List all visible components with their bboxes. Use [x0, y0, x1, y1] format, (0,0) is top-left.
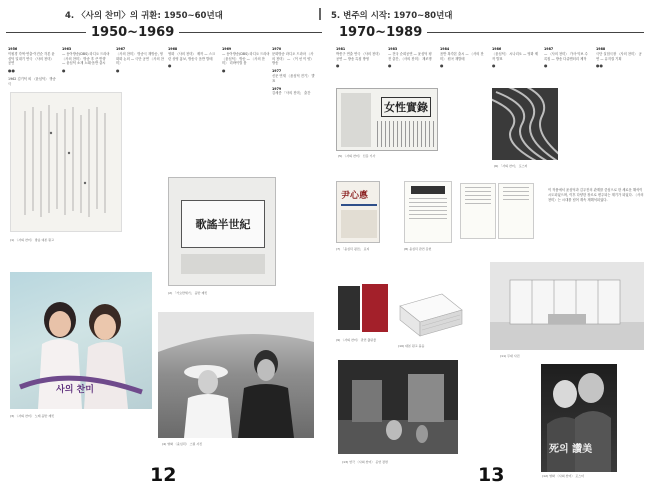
caption-wave: (6) 「사의 찬미」 포스터	[494, 164, 528, 168]
stage-photo	[490, 262, 644, 350]
book-cover-photo	[336, 181, 380, 243]
gutter-line	[319, 8, 321, 20]
caption-poster: (12) 영화 〈사의 찬미〉 포스터	[542, 474, 585, 478]
right-timeline-col-2: 1983 — 전국 순회공연 — 윤심덕 평전 출간, 〈사의 찬미〉 재조명 ●	[388, 47, 432, 69]
document-photo	[404, 181, 452, 243]
paper-stack-photo	[396, 290, 466, 340]
album-title-text: 사의 찬미	[56, 385, 94, 395]
caption-stage: (11) 무대 사진	[500, 354, 520, 358]
wave-svg	[492, 88, 558, 160]
caption-newspaper: (5) 〈사의 찬미〉 신문 기사	[338, 154, 376, 158]
newspaper-title: 女性實錄	[381, 97, 431, 117]
right-timeline-col-3: 1984 음반 복각본 출시 — 〈사의 찬미〉 원곡 재발매 ●	[440, 47, 484, 69]
left-page-number: 12	[150, 464, 177, 486]
caption-document: (8) 윤심덕 관련 문헌	[404, 247, 432, 251]
manuscript-svg	[11, 93, 122, 232]
left-era-bar	[6, 25, 322, 40]
left-timeline-col-2: 1963 — 동아방송(DBS) 라디오 드라마 〈사의 찬미〉 방송 후 큰 반향 — 윤심덕 소재 노래·음반 출시 ●	[62, 47, 110, 74]
caption-record: (2) 「가요반세기」 음반 재킷	[168, 291, 208, 295]
left-timeline-col-4: 1968 영화 〈사의 찬미〉 제작 — 스크린 상영 홍보, 방송극 음반 발매 ●	[168, 47, 215, 69]
stage-svg	[490, 262, 644, 350]
record-jacket-photo	[168, 177, 276, 286]
left-timeline-col-6: 1970 문화방송 라디오 드라마 〈사의 찬미〉 — 〈이 선 이 양〉 방송 1977 신문 연재 〈윤심덕 전기〉 발표 1979 김세종 「사의 찬미」 출간	[272, 47, 315, 96]
right-era-bar	[334, 25, 644, 40]
film-still-photo	[158, 312, 314, 438]
singers-album-photo	[10, 272, 152, 409]
stage-scene-svg	[338, 360, 458, 454]
left-timeline-col-5: 1969 — 동아방송(DBS) 라디오 드라마 〈윤심덕〉 방송 — 〈사의 찬미〉 리바이벌 붐 ●	[222, 47, 270, 74]
books-pair-photo	[336, 282, 390, 334]
left-era-range: 1950~1969	[86, 25, 179, 40]
left-timeline-col-1: 1956 이원경 각색·연출·이진순 각본 윤심덕 일대기 연극 〈사의 찬미〉 공연 ●● 1962 김기덕 외 〈윤심덕〉 방송극	[8, 47, 56, 86]
movie-poster-photo	[541, 364, 617, 472]
caption-stage-scene: (13) 연극 〈사의 찬미〉 공연 장면	[342, 460, 388, 464]
open-book-right-page	[498, 183, 534, 239]
caption-books-pair: (9) 〈사의 찬미〉 관련 출판물	[336, 338, 377, 342]
right-timeline-col-1: 1981 박종구 연출 연극 〈사의 찬미〉 공연 — 방송 특집 방영 ●	[336, 47, 382, 69]
right-timeline-col-5: 1987 — 〈사의 찬미〉 가사·악보 수록집 — 방송 다큐멘터리 제작 ●	[544, 47, 588, 69]
right-page-number: 13	[478, 464, 505, 486]
left-timeline-col-3: 1967 〈사의 찬미〉 방송극 재방송, 영화화 논의 — 극단 공연 〈사의 찬미〉 ●	[116, 47, 164, 74]
right-era-range: 1970~1989	[334, 25, 427, 40]
newspaper-photo	[336, 88, 438, 151]
caption-papers: (10) 대본 원고 묶음	[398, 344, 425, 348]
caption-manuscript: (1) 〈사의 찬미〉 방송 대본 원고	[10, 238, 54, 242]
film-svg	[158, 312, 314, 438]
poster-svg	[541, 364, 617, 472]
poster-title: 死의 讚美	[549, 444, 593, 455]
caption-book: (7) 「윤심덕 평전」 표지	[336, 247, 370, 251]
stage-scene-photo	[338, 360, 458, 454]
right-timeline-col-6: 1988 극단 실험극장 〈사의 찬미〉 공연 — 뮤지컬 기획 ●●	[596, 47, 642, 69]
note-text: 이 작품에서 윤심덕과 김우진의 관계를 중심으로 한 새로운 해석이 시도되었으며, 이후 다양한 장르로 변주되는 계기가 되었다. 〈사의 찬미〉는 시대를 넘어 계속 재해석되었다.	[548, 188, 644, 202]
paper-stack-svg	[396, 290, 466, 340]
right-timeline-col-4: 1986 〈윤심덕〉 시나리오 — 영화 제작 발표 ●	[492, 47, 538, 69]
caption-singers: (3) 〈사의 찬미〉 노래 음반 재킷	[10, 414, 54, 418]
right-section-title: 5. 변주의 시작: 1970~80년대	[331, 11, 453, 21]
caption-film: (4) 영화 〈윤심덕〉 스틸 사진	[162, 442, 203, 446]
manuscript-photo	[10, 92, 122, 232]
book-title: 尹心悳	[341, 191, 369, 201]
wave-poster-photo	[492, 88, 558, 160]
open-book-left-page	[460, 183, 496, 239]
record-title: 歌謠半世紀	[195, 218, 251, 231]
left-section-title: 4. 〈사의 찬미〉의 귀환: 1950~60년대	[65, 11, 223, 21]
